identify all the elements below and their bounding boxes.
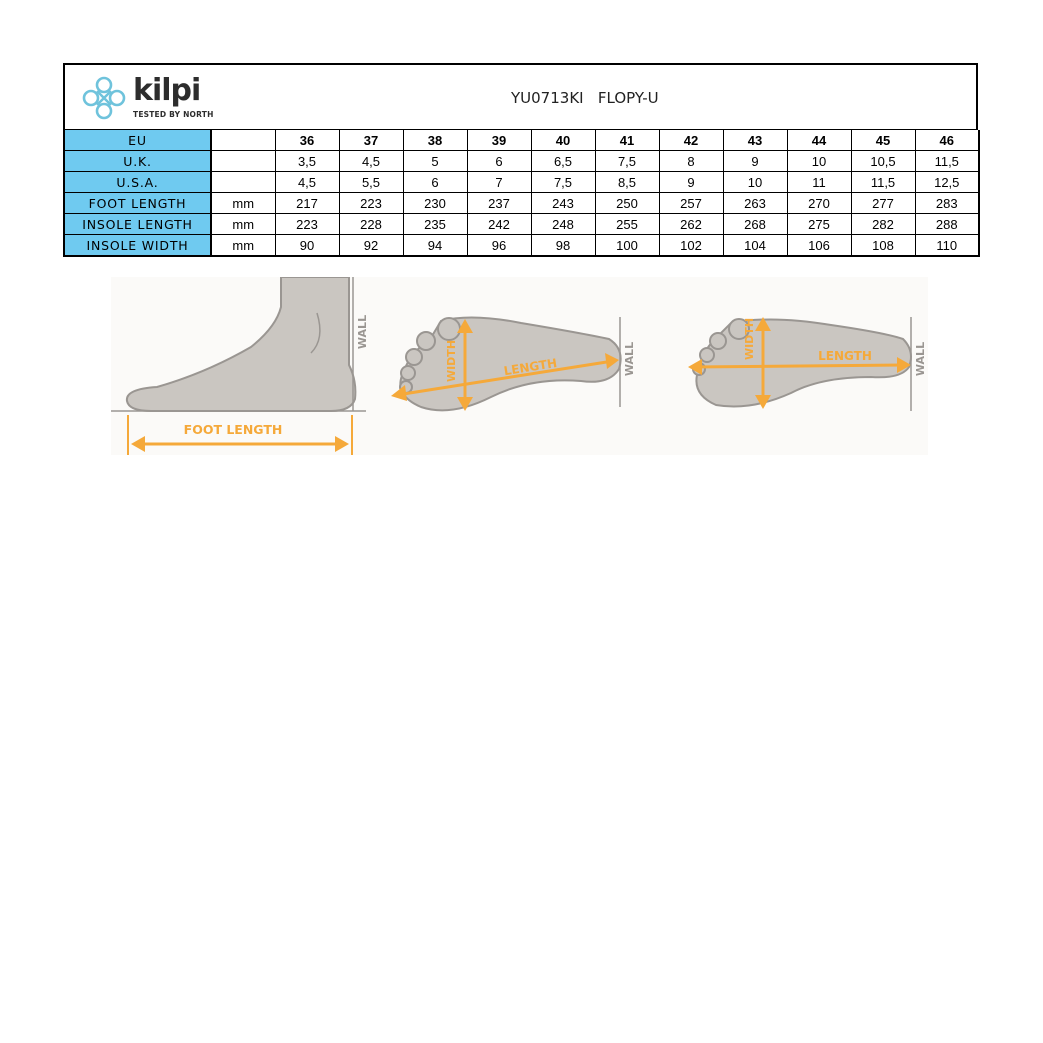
size-cell: 3,5 bbox=[275, 151, 339, 172]
size-cell: 9 bbox=[659, 172, 723, 193]
size-cell: 104 bbox=[723, 235, 787, 257]
size-cell: 90 bbox=[275, 235, 339, 257]
table-row bbox=[64, 172, 979, 193]
size-cell: 41 bbox=[595, 130, 659, 151]
brand-name: kilpi bbox=[133, 73, 201, 108]
size-cell: 38 bbox=[403, 130, 467, 151]
size-cell: 275 bbox=[787, 214, 851, 235]
size-cell: 257 bbox=[659, 193, 723, 214]
row-unit: mm bbox=[211, 193, 275, 214]
size-cell: 11 bbox=[787, 172, 851, 193]
row-label: EU bbox=[64, 130, 211, 151]
size-cell: 102 bbox=[659, 235, 723, 257]
size-cell: 45 bbox=[851, 130, 915, 151]
size-cell: 9 bbox=[723, 151, 787, 172]
chart-header bbox=[63, 63, 978, 130]
size-cell: 242 bbox=[467, 214, 531, 235]
wall-label-1: WALL bbox=[356, 314, 369, 350]
size-cell: 106 bbox=[787, 235, 851, 257]
row-label: U.K. bbox=[64, 151, 211, 172]
width-label-1: WIDTH bbox=[445, 339, 458, 383]
size-cell: 42 bbox=[659, 130, 723, 151]
size-chart bbox=[63, 63, 978, 257]
size-cell: 268 bbox=[723, 214, 787, 235]
size-cell: 217 bbox=[275, 193, 339, 214]
size-cell: 288 bbox=[915, 214, 979, 235]
size-cell: 46 bbox=[915, 130, 979, 151]
size-cell: 243 bbox=[531, 193, 595, 214]
table-row bbox=[64, 151, 979, 172]
row-label: FOOT LENGTH bbox=[64, 193, 211, 214]
width-label-2: WIDTH bbox=[743, 317, 756, 361]
size-cell: 44 bbox=[787, 130, 851, 151]
size-cell: 92 bbox=[339, 235, 403, 257]
size-cell: 248 bbox=[531, 214, 595, 235]
brand-tagline: TESTED BY NORTH bbox=[133, 110, 214, 119]
table-row bbox=[64, 214, 979, 235]
size-cell: 255 bbox=[595, 214, 659, 235]
size-cell: 40 bbox=[531, 130, 595, 151]
foot-length-label: FOOT LENGTH bbox=[183, 422, 283, 437]
size-cell: 6 bbox=[467, 151, 531, 172]
size-cell: 10,5 bbox=[851, 151, 915, 172]
row-unit: mm bbox=[211, 235, 275, 257]
size-cell: 5 bbox=[403, 151, 467, 172]
size-cell: 96 bbox=[467, 235, 531, 257]
size-cell: 43 bbox=[723, 130, 787, 151]
size-cell: 4,5 bbox=[339, 151, 403, 172]
size-cell: 263 bbox=[723, 193, 787, 214]
size-cell: 4,5 bbox=[275, 172, 339, 193]
size-table bbox=[63, 130, 980, 257]
product-title: YU0713KI FLOPY-U bbox=[511, 89, 659, 107]
size-cell: 36 bbox=[275, 130, 339, 151]
size-cell: 228 bbox=[339, 214, 403, 235]
size-cell: 12,5 bbox=[915, 172, 979, 193]
table-row bbox=[64, 193, 979, 214]
size-cell: 94 bbox=[403, 235, 467, 257]
size-cell: 10 bbox=[723, 172, 787, 193]
row-label: INSOLE WIDTH bbox=[64, 235, 211, 257]
size-cell: 5,5 bbox=[339, 172, 403, 193]
size-cell: 237 bbox=[467, 193, 531, 214]
size-cell: 7,5 bbox=[595, 151, 659, 172]
kilpi-logo bbox=[79, 71, 219, 127]
table-row bbox=[64, 130, 979, 151]
size-cell: 11,5 bbox=[851, 172, 915, 193]
row-label: U.S.A. bbox=[64, 172, 211, 193]
row-label: INSOLE LENGTH bbox=[64, 214, 211, 235]
size-cell: 110 bbox=[915, 235, 979, 257]
size-cell: 230 bbox=[403, 193, 467, 214]
size-cell: 6 bbox=[403, 172, 467, 193]
row-unit bbox=[211, 130, 275, 151]
size-cell: 262 bbox=[659, 214, 723, 235]
measuring-diagrams bbox=[111, 277, 928, 455]
length-label-1: LENGTH bbox=[502, 355, 559, 379]
size-cell: 37 bbox=[339, 130, 403, 151]
size-cell: 39 bbox=[467, 130, 531, 151]
size-cell: 100 bbox=[595, 235, 659, 257]
measurement-illustration bbox=[111, 277, 928, 455]
size-cell: 8,5 bbox=[595, 172, 659, 193]
size-cell: 11,5 bbox=[915, 151, 979, 172]
size-cell: 98 bbox=[531, 235, 595, 257]
size-cell: 7 bbox=[467, 172, 531, 193]
row-unit bbox=[211, 151, 275, 172]
size-cell: 108 bbox=[851, 235, 915, 257]
size-cell: 6,5 bbox=[531, 151, 595, 172]
wall-label-3: WALL bbox=[914, 341, 927, 377]
size-cell: 283 bbox=[915, 193, 979, 214]
size-cell: 10 bbox=[787, 151, 851, 172]
row-unit bbox=[211, 172, 275, 193]
size-cell: 7,5 bbox=[531, 172, 595, 193]
row-unit: mm bbox=[211, 214, 275, 235]
size-cell: 250 bbox=[595, 193, 659, 214]
size-cell: 223 bbox=[275, 214, 339, 235]
size-cell: 223 bbox=[339, 193, 403, 214]
length-label-2: LENGTH bbox=[818, 349, 872, 363]
size-cell: 235 bbox=[403, 214, 467, 235]
wall-label-2: WALL bbox=[623, 341, 636, 377]
size-cell: 270 bbox=[787, 193, 851, 214]
size-cell: 277 bbox=[851, 193, 915, 214]
size-cell: 282 bbox=[851, 214, 915, 235]
knot-icon bbox=[79, 73, 129, 123]
size-cell: 8 bbox=[659, 151, 723, 172]
table-row bbox=[64, 235, 979, 257]
